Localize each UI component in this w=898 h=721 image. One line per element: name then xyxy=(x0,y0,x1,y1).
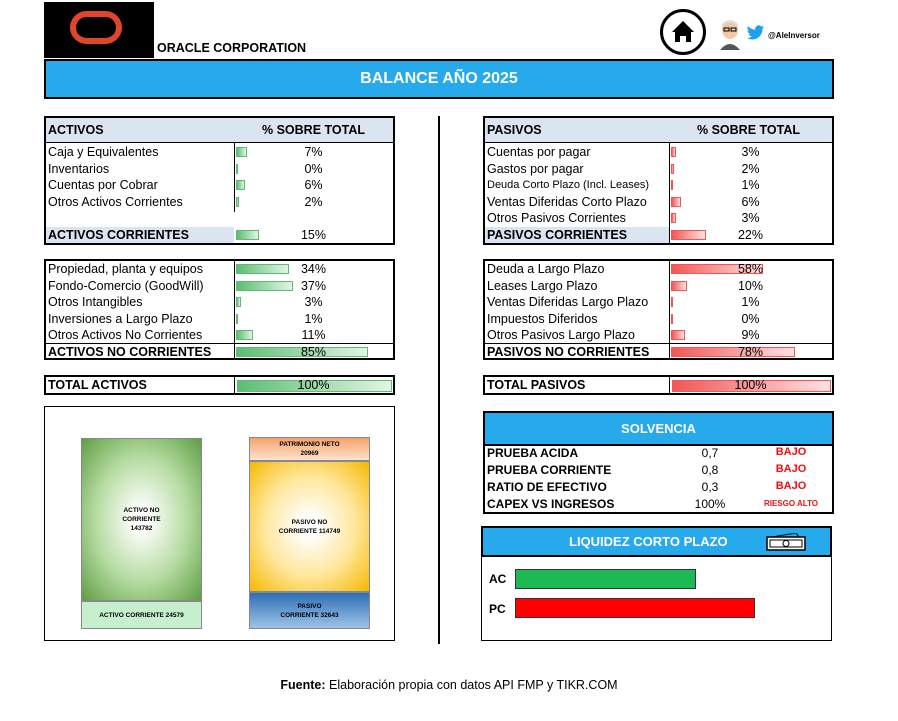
activo-corriente-block xyxy=(81,601,202,629)
table-row xyxy=(46,261,393,277)
solvencia-label: PRUEBA ACIDA xyxy=(487,446,579,460)
activo-corriente-label: Caja y Equivalentes xyxy=(48,145,159,159)
activo-corriente-label: Otros Activos Corrientes xyxy=(48,194,183,209)
activo-corriente-label: Inventarios xyxy=(48,161,110,176)
table-row xyxy=(46,311,393,327)
solvencia-value: 100% xyxy=(694,497,726,511)
activo-corriente-pct: 7% xyxy=(304,145,323,159)
activo-no-corriente-label: Otros Intangibles xyxy=(48,295,143,309)
pasivos-nc-total-values xyxy=(669,344,832,360)
table-row xyxy=(485,311,832,327)
liquidez-panel xyxy=(481,526,832,641)
solvencia-value: 0,3 xyxy=(701,480,719,494)
solvencia-label: RATIO DE EFECTIVO xyxy=(487,480,607,494)
activos-corrientes-table xyxy=(44,116,395,245)
liquidez-pc-label: PC xyxy=(489,602,506,616)
total-activos-pct: 100% xyxy=(297,378,330,392)
activo-no-corriente-label: Inversiones a Largo Plazo xyxy=(48,311,193,326)
pasivo-corriente-label: Deuda Corto Plazo (Incl. Leases) xyxy=(487,179,650,191)
footer-source xyxy=(0,678,898,692)
pasivo-corriente-pct: 3% xyxy=(741,211,760,225)
pasivo-no-corriente-label: Impuestos Diferidos xyxy=(487,311,598,326)
solvencia-title: SOLVENCIA xyxy=(485,413,832,446)
table-row xyxy=(46,327,393,343)
activo-no-corriente-pct: 37% xyxy=(300,278,327,293)
cash-icon xyxy=(766,533,806,551)
table-row xyxy=(46,278,393,294)
activos-nc-total-label: ACTIVOS NO CORRIENTES xyxy=(48,345,212,359)
pasivo-corriente-label: Otros Pasivos Corrientes xyxy=(487,211,626,225)
twitter-handle[interactable]: @AleInversor xyxy=(768,31,820,40)
activos-nc-total-pct: 85% xyxy=(300,345,327,359)
pasivo-no-corriente-pct: 58% xyxy=(737,262,764,276)
solvencia-status: RIESGO ALTO xyxy=(763,499,819,508)
activo-no-corriente-label: Otros Activos No Corrientes xyxy=(48,328,203,342)
solvencia-value: 0,7 xyxy=(701,446,719,460)
total-pasivos-row xyxy=(483,375,834,395)
avatar xyxy=(718,18,742,50)
table-row xyxy=(46,177,393,193)
table-row xyxy=(46,194,393,210)
solvencia-row xyxy=(485,446,832,463)
activo-no-corriente-block xyxy=(81,438,202,601)
table-row xyxy=(485,210,832,226)
table-row xyxy=(485,177,832,193)
pasivo-corriente-pct: 3% xyxy=(741,145,760,159)
pasivo-no-corriente-label: PASIVO NO CORRIENTE 114749 xyxy=(278,518,341,535)
balance-diagram xyxy=(44,406,395,641)
table-row xyxy=(46,294,393,310)
pasivo-no-corriente-label: Leases Largo Plazo xyxy=(487,278,598,293)
pasivo-no-corriente-pct: 9% xyxy=(741,328,760,342)
activo-no-corriente-label: Propiedad, planta y equipos xyxy=(48,262,203,276)
solvencia-row xyxy=(485,497,832,514)
twitter-icon[interactable] xyxy=(746,25,765,41)
pasivo-no-corriente-label: Ventas Diferidas Largo Plazo xyxy=(487,295,649,309)
pasivos-header xyxy=(485,118,832,143)
solvencia-label: CAPEX VS INGRESOS xyxy=(487,497,615,511)
activo-no-corriente-label: ACTIVO NO CORRIENTE 143782 xyxy=(122,507,161,532)
activo-corriente-pct: 0% xyxy=(304,161,323,176)
solvencia-row xyxy=(485,463,832,480)
liquidez-pc-bar xyxy=(515,598,755,618)
activo-corriente-pct: 2% xyxy=(304,194,323,209)
activo-corriente-label: Cuentas por Cobrar xyxy=(48,178,158,192)
pasivos-no-corrientes-table xyxy=(483,259,834,360)
activo-corriente-label: ACTIVO CORRIENTE 24579 xyxy=(99,611,184,619)
pasivo-no-corriente-pct: 0% xyxy=(741,311,760,326)
pasivo-corriente-pct: 6% xyxy=(741,194,760,209)
column-divider xyxy=(438,116,440,644)
oracle-logo-ring xyxy=(70,11,122,44)
solvencia-label: PRUEBA CORRIENTE xyxy=(487,463,612,477)
page-title: BALANCE AÑO 2025 xyxy=(44,59,834,99)
liquidez-ac-label: AC xyxy=(489,572,507,586)
pasivo-corriente-label: Ventas Diferidas Corto Plazo xyxy=(487,194,647,209)
table-row xyxy=(485,161,832,177)
total-activos-row xyxy=(44,375,395,395)
company-name: ORACLE CORPORATION xyxy=(157,41,307,55)
pasivo-no-corriente-label: Otros Pasivos Largo Plazo xyxy=(487,328,635,342)
activo-corriente-pct: 6% xyxy=(304,178,323,192)
pasivo-corriente-label: Gastos por pagar xyxy=(487,161,584,176)
activos-corrientes-total-pct: 15% xyxy=(300,228,327,242)
total-pasivos-pct: 100% xyxy=(734,378,767,392)
patrimonio-block xyxy=(249,437,370,461)
liquidez-title: LIQUIDEZ CORTO PLAZO xyxy=(569,534,728,549)
liquidez-ac-bar xyxy=(515,569,696,589)
table-row xyxy=(46,144,393,160)
pasivos-title: PASIVOS xyxy=(487,123,542,137)
pasivos-corrientes-total-pct: 22% xyxy=(737,228,764,242)
solvencia-panel xyxy=(483,411,834,514)
table-row xyxy=(485,144,832,160)
home-icon[interactable] xyxy=(660,9,706,55)
activo-no-corriente-pct: 11% xyxy=(301,328,326,342)
table-row xyxy=(46,161,393,177)
table-row xyxy=(485,294,832,310)
activos-no-corrientes-table xyxy=(44,259,395,360)
activo-no-corriente-pct: 1% xyxy=(304,311,323,326)
footer-source-text: Elaboración propia con datos API FMP y TIKR.COM xyxy=(325,678,618,692)
solvencia-value: 0,8 xyxy=(701,463,719,477)
oracle-logo xyxy=(44,2,154,58)
solvencia-row xyxy=(485,480,832,497)
solvencia-status: BAJO xyxy=(775,480,807,492)
total-pasivos-label: TOTAL PASIVOS xyxy=(487,378,586,392)
total-activos-label: TOTAL ACTIVOS xyxy=(48,378,147,392)
pasivos-corrientes-table xyxy=(483,116,834,245)
table-row xyxy=(485,327,832,343)
pasivos-corrientes-total-label: PASIVOS CORRIENTES xyxy=(487,228,628,242)
table-row xyxy=(485,261,832,277)
pasivo-no-corriente-pct: 1% xyxy=(741,295,760,309)
pasivo-no-corriente-block xyxy=(249,461,370,592)
activo-no-corriente-pct: 34% xyxy=(300,262,327,276)
pasivos-col-header: % SOBRE TOTAL xyxy=(697,123,801,137)
pasivo-no-corriente-pct: 10% xyxy=(737,278,764,293)
pasivos-nc-total-label: PASIVOS NO CORRIENTES xyxy=(487,345,650,359)
activos-title: ACTIVOS xyxy=(48,123,104,137)
pasivo-no-corriente-label: Deuda a Largo Plazo xyxy=(487,262,605,276)
pasivos-corrientes-total-row xyxy=(485,227,669,243)
table-row xyxy=(485,278,832,294)
solvencia-status: BAJO xyxy=(775,463,807,475)
pasivos-nc-total-pct: 78% xyxy=(737,345,764,359)
footer-source-bold: Fuente: xyxy=(280,678,326,692)
pasivo-corriente-pct: 1% xyxy=(741,178,760,192)
activos-nc-total-values xyxy=(234,344,393,360)
patrimonio-label: PATRIMONIO NETO 20969 xyxy=(279,441,340,457)
solvencia-status: BAJO xyxy=(775,446,807,458)
activos-col-header: % SOBRE TOTAL xyxy=(262,123,366,137)
table-row xyxy=(485,194,832,210)
activo-no-corriente-pct: 3% xyxy=(304,295,323,309)
pasivo-corriente-block xyxy=(249,592,370,629)
pasivo-corriente-label: PASIVO CORRIENTE 32643 xyxy=(280,602,339,619)
pasivo-corriente-label: Cuentas por pagar xyxy=(487,145,591,159)
activo-no-corriente-label: Fondo-Comercio (GoodWill) xyxy=(48,278,204,293)
liquidez-header xyxy=(481,526,832,557)
activos-corrientes-total-label: ACTIVOS CORRIENTES xyxy=(48,228,189,242)
activos-corrientes-total-values xyxy=(234,227,393,243)
activos-header xyxy=(46,118,393,143)
pasivos-corrientes-total-values xyxy=(669,227,832,243)
pasivo-corriente-pct: 2% xyxy=(741,161,760,176)
